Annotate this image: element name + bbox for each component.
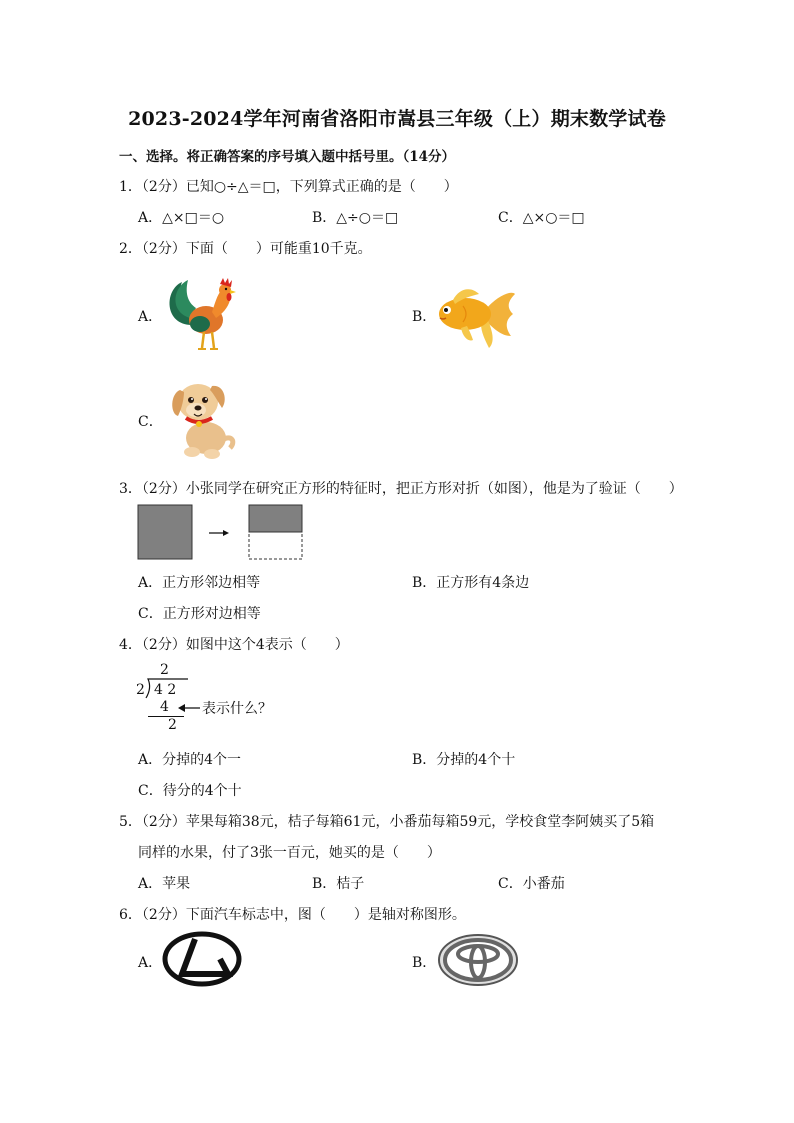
q3-option-c[interactable]: C．正方形对边相等: [138, 606, 261, 622]
page-title: 2023-2024学年河南省洛阳市嵩县三年级（上）期末数学试卷: [128, 108, 666, 130]
q2-option-c-label[interactable]: C．: [138, 414, 163, 430]
q4-option-a[interactable]: A．分掉的4个一: [138, 752, 242, 768]
division-product: 4: [160, 699, 169, 715]
q1-option-a[interactable]: A．△×□＝○: [138, 210, 225, 226]
q4-option-b[interactable]: B．分掉的4个十: [412, 752, 516, 768]
q5-option-b[interactable]: B．桔子: [312, 876, 365, 892]
q3-stem: 3．（2分）小张同学在研究正方形的特征时，把正方形对折（如图），他是为了验证（ ）: [119, 481, 683, 497]
q1-stem: 1．（2分）已知○÷△＝□，下列算式正确的是（ ）: [119, 179, 458, 195]
division-divisor: 2: [136, 682, 145, 698]
q5-option-c[interactable]: C．小番茄: [498, 876, 565, 892]
q5-stem-line1: 5．（2分）苹果每箱38元，桔子每箱61元，小番茄每箱59元，学校食堂李阿姨买了5箱: [119, 814, 655, 830]
lexus-logo-image[interactable]: [162, 930, 242, 988]
q4-option-c[interactable]: C．待分的4个十: [138, 783, 242, 799]
q5-option-a[interactable]: A．苹果: [138, 876, 191, 892]
q5-stem-line2: 同样的水果，付了3张一百元，她买的是（ ）: [138, 845, 441, 861]
q6-option-b-label[interactable]: B．: [412, 955, 437, 971]
q2-option-b-label[interactable]: B．: [412, 309, 437, 325]
puppy-image[interactable]: [162, 374, 242, 460]
q1-option-c[interactable]: C．△×○＝□: [498, 210, 585, 226]
division-rule: [148, 716, 184, 717]
division-note: 表示什么？: [202, 701, 272, 717]
q3-option-b[interactable]: B．正方形有4条边: [412, 575, 530, 591]
division-dividend: 4 2: [154, 682, 177, 698]
q6-option-a-label[interactable]: A．: [138, 955, 163, 971]
goldfish-image[interactable]: [435, 280, 519, 350]
q4-stem: 4．（2分）如图中这个4表示（ ）: [119, 637, 349, 653]
square-fold-figure: [137, 504, 307, 562]
q2-stem: 2．（2分）下面（ ）可能重10千克。: [119, 241, 372, 257]
toyota-logo-image[interactable]: [436, 932, 520, 988]
long-division-figure: [136, 662, 276, 734]
q3-option-a[interactable]: A．正方形邻边相等: [138, 575, 261, 591]
q2-option-a-label[interactable]: A．: [138, 309, 163, 325]
division-quotient: 2: [160, 662, 169, 678]
section-heading: 一、选择。将正确答案的序号填入题中括号里。（14分）: [119, 149, 456, 165]
division-remainder: 2: [168, 717, 177, 733]
arrow-left-icon: [178, 702, 202, 714]
rooster-image[interactable]: [162, 270, 246, 354]
q6-stem: 6．（2分）下面汽车标志中，图（ ）是轴对称图形。: [119, 907, 466, 923]
q1-option-b[interactable]: B．△÷○＝□: [312, 210, 399, 226]
